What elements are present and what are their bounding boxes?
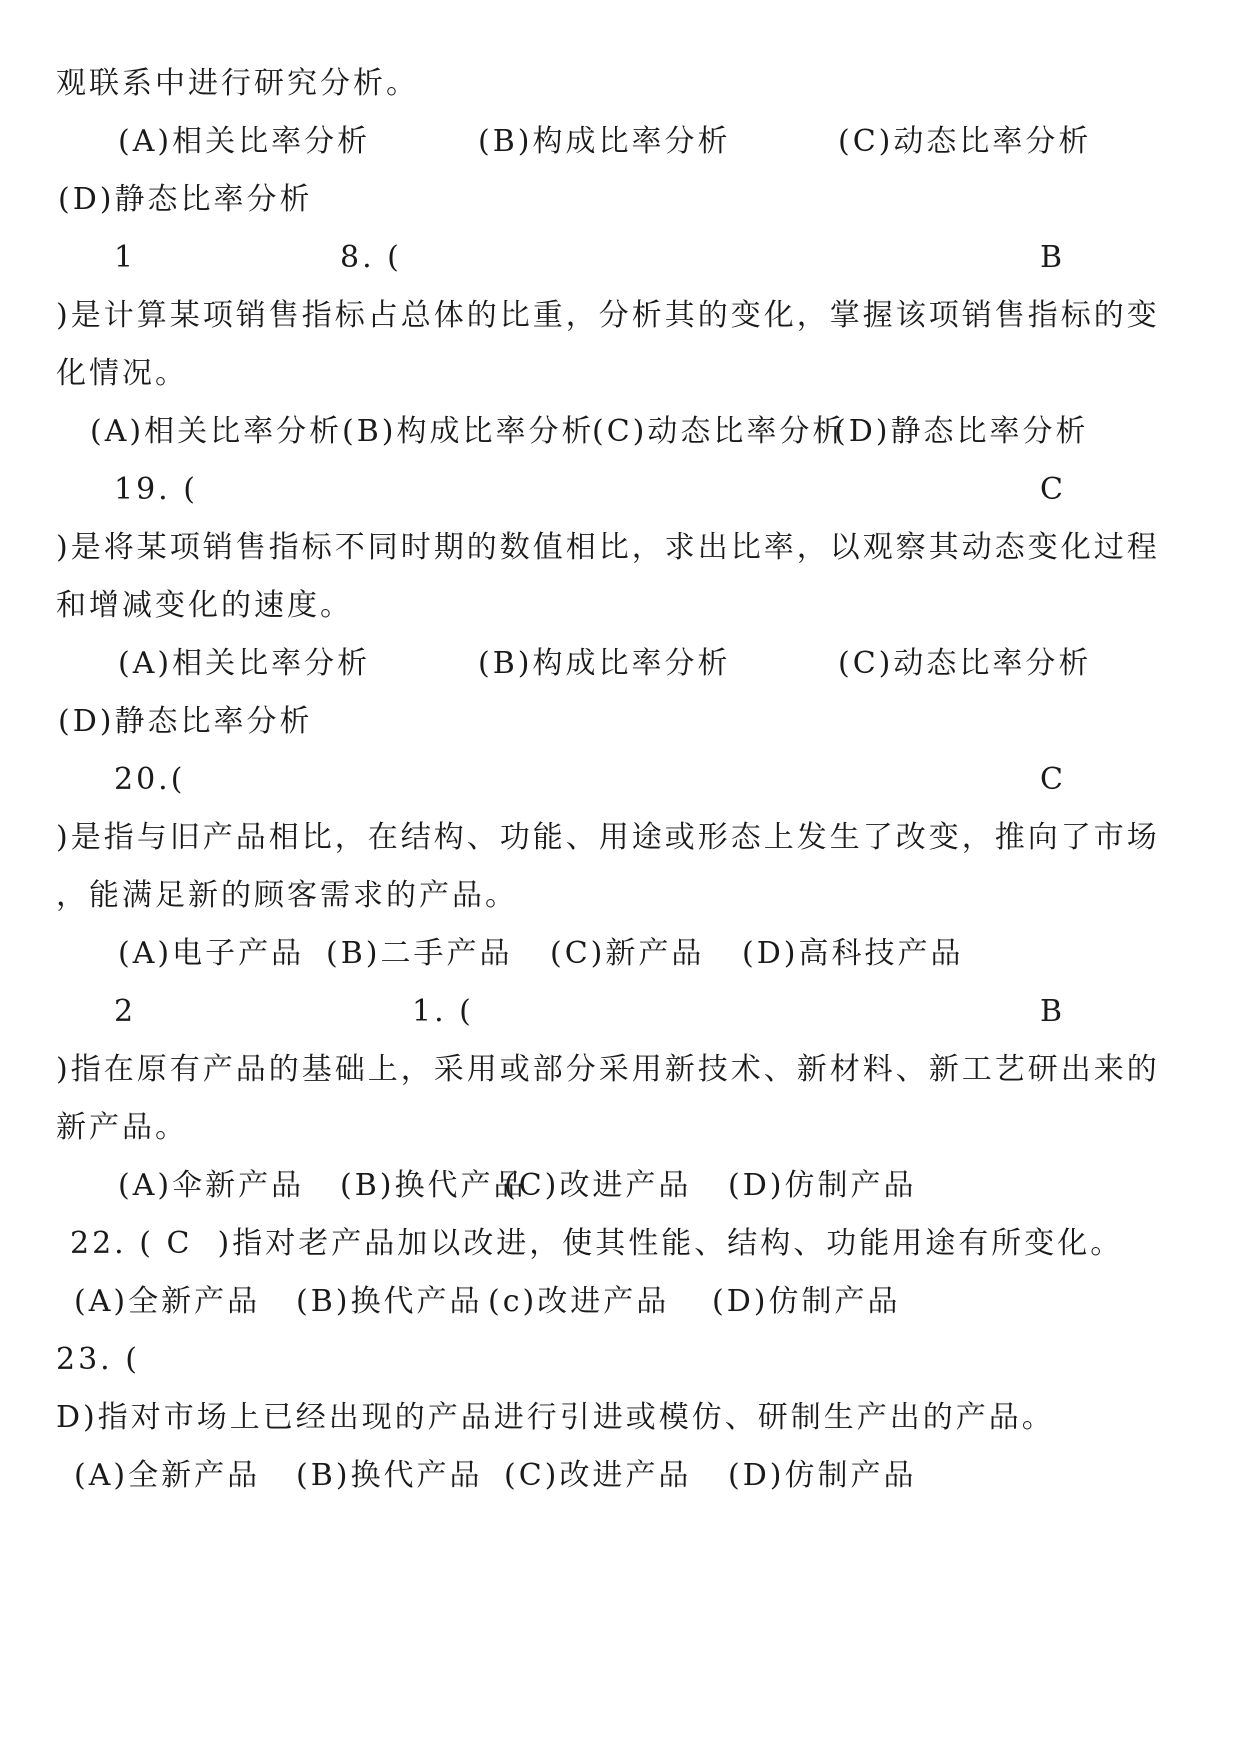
option-b: (B)换代产品 <box>296 1284 483 1319</box>
question-text: D)指对市场上已经出现的产品进行引进或模仿、研制生产出的产品。 <box>56 1400 1055 1435</box>
option-d: (D)高科技产品 <box>742 936 964 971</box>
question-number: 23. ( <box>56 1342 140 1377</box>
question-text: )指在原有产品的基础上，采用或部分采用新技术、新材料、新工艺研出来的 <box>56 1052 1160 1087</box>
question-number: 1 <box>114 240 137 275</box>
option-b: (B)二手产品 <box>326 936 513 971</box>
option-c: (C)动态比率分析 <box>838 124 1092 159</box>
option-d: (D)静态比率分析 <box>58 704 313 739</box>
question-number: 19. ( <box>114 472 198 507</box>
answer-letter: C <box>1040 472 1066 507</box>
option-d: (D)仿制产品 <box>712 1284 901 1319</box>
question-number: 8. ( <box>340 240 402 275</box>
option-b: (B)换代产品 <box>296 1458 483 1493</box>
option-a: (A)相关比率分析 <box>90 414 343 449</box>
option-d: (D)静态比率分析 <box>58 182 313 217</box>
question-number: 2 <box>114 994 137 1029</box>
question-text: 新产品。 <box>56 1110 188 1145</box>
question-text: ，能满足新的顾客需求的产品。 <box>56 878 518 913</box>
question-text: )是将某项销售指标不同时期的数值相比，求出比率，以观察其动态变化过程 <box>56 530 1160 565</box>
option-c: (C)新产品 <box>550 936 705 971</box>
question-number: 1. ( <box>412 994 474 1029</box>
option-a: (A)全新产品 <box>74 1458 261 1493</box>
option-a: (A)电子产品 <box>118 936 305 971</box>
option-a: (A)相关比率分析 <box>118 646 371 681</box>
question-text: )是指与旧产品相比，在结构、功能、用途或形态上发生了改变，推向了市场 <box>56 820 1160 855</box>
question-text: 化情况。 <box>56 356 188 391</box>
option-c: (C)动态比率分析 <box>838 646 1092 681</box>
question-text: 和增减变化的速度。 <box>56 588 353 623</box>
answer-letter: C <box>1040 762 1066 797</box>
question-text: )是计算某项销售指标占总体的比重，分析其的变化，掌握该项销售指标的变 <box>56 298 1160 333</box>
option-d: (D)仿制产品 <box>728 1458 917 1493</box>
question-number: 20.( <box>114 762 186 797</box>
option-b: (B)构成比率分析 <box>478 646 731 681</box>
option-a: (A)伞新产品 <box>118 1168 305 1203</box>
option-c: (c)改进产品 <box>488 1284 670 1319</box>
text-line: 观联系中进行研究分析。 <box>56 66 419 101</box>
option-d: (D)仿制产品 <box>728 1168 917 1203</box>
option-d: (D)静态比率分析 <box>834 414 1089 449</box>
option-c: (C)改进产品 <box>504 1458 692 1493</box>
answer-letter: B <box>1040 240 1066 275</box>
option-b: (B)构成比率分析 <box>342 414 595 449</box>
option-b: (B)构成比率分析 <box>478 124 731 159</box>
answer-letter: B <box>1040 994 1066 1029</box>
option-b: (B)换代产品 <box>340 1168 527 1203</box>
option-c: (C)改进产品 <box>504 1168 692 1203</box>
option-c: (C)动态比率分析 <box>592 414 846 449</box>
option-a: (A)全新产品 <box>74 1284 261 1319</box>
option-a: (A)相关比率分析 <box>118 124 371 159</box>
question-text: 22. ( C )指对老产品加以改进，使其性能、结构、功能用途有所变化。 <box>70 1226 1124 1261</box>
